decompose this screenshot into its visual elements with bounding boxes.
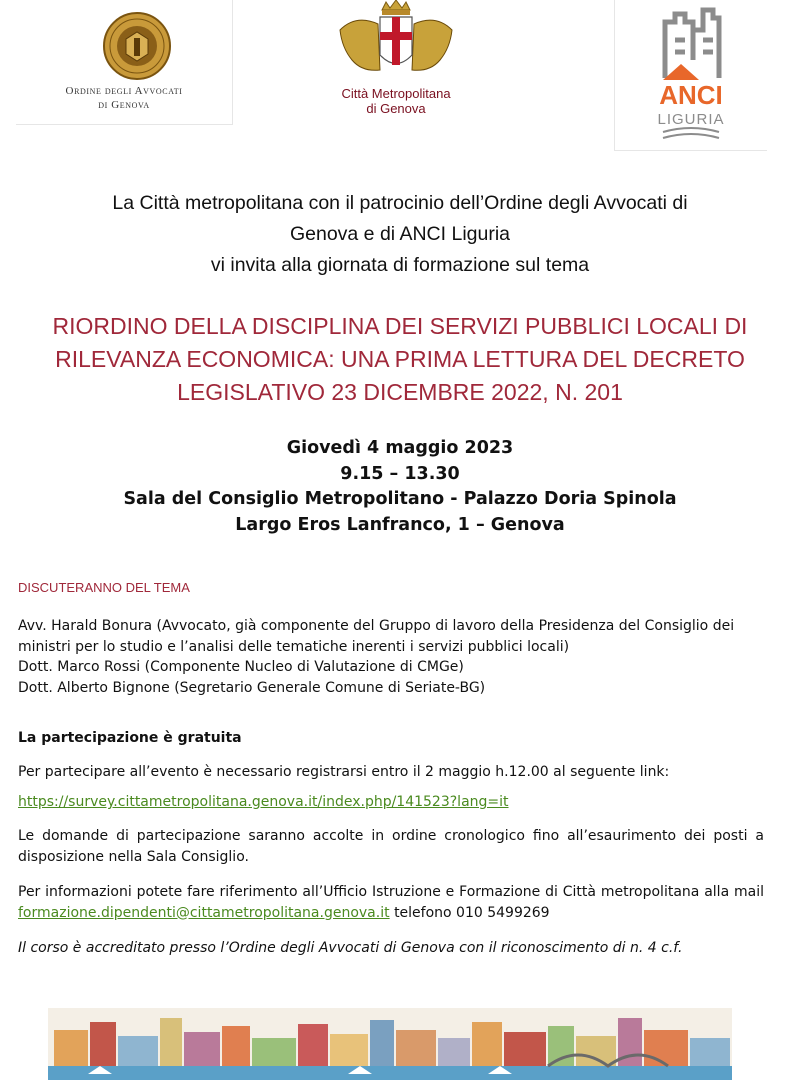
- ordine-avvocati-line1: Ordine degli Avvocati: [65, 85, 183, 97]
- contact-info-text: Per informazioni potete fare riferimento all’Ufficio Istruzione e Formazione di Città metropolitana alla mail: [18, 884, 764, 900]
- citta-metropolitana-name: [326, 86, 466, 116]
- title-line-1: RIORDINO DELLA DISCIPLINA DEI SERVIZI PUBBLICI LOCALI DI: [52, 313, 748, 339]
- event-venue: Sala del Consiglio Metropolitano - Palazzo Doria Spinola: [123, 489, 677, 509]
- title-line-3: LEGISLATIVO 23 DICEMBRE 2022, N. 201: [177, 379, 623, 405]
- accreditation-note: Il corso è accreditato presso l’Ordine degli Avvocati di Genova con il riconoscimento di n. 4 c.f.: [18, 940, 683, 956]
- event-time: 9.15 – 13.30: [340, 463, 460, 484]
- genova-skyline-banner: [48, 1008, 732, 1080]
- speakers-list: [18, 616, 764, 698]
- event-date: Giovedì 4 maggio 2023: [286, 438, 514, 458]
- applications-note: Le domande di partecipazione saranno accolte in ordine cronologico fino all’esaurimento dei posti a disposizione nella Sala Consiglio.: [18, 828, 764, 865]
- title-line-2: RILEVANZA ECONOMICA: UNA PRIMA LETTURA DEL DECRETO: [55, 346, 745, 372]
- registration-link-line: [18, 792, 764, 813]
- skyline-illustration: [48, 1008, 732, 1080]
- speaker-2: Dott. Marco Rossi (Componente Nucleo di Valutazione di CMGe): [18, 659, 464, 675]
- anci-liguria-logo: [614, 0, 767, 151]
- anci-wordmark: ANCI: [659, 80, 723, 110]
- speakers-heading: DISCUTERANNO DEL TEMA: [18, 580, 190, 595]
- invitation-intro: [0, 188, 800, 281]
- speaker-1-line-1: Avv. Harald Bonura (Avvocato, già componente del Gruppo di lavoro della Presidenza del Consiglio dei: [18, 618, 735, 634]
- ordine-avvocati-name: [16, 84, 232, 112]
- event-address: Largo Eros Lanfranco, 1 – Genova: [235, 514, 565, 535]
- intro-line-1: La Città metropolitana con il patrocinio dell’Ordine degli Avvocati di: [112, 192, 688, 214]
- coat-of-arms-icon: [326, 0, 466, 86]
- registration-instructions: Per partecipare all’evento è necessario registrarsi entro il 2 maggio h.12.00 al seguente link:: [18, 764, 670, 780]
- citta-metropolitana-logo: [326, 0, 466, 124]
- citta-metropolitana-line2: di Genova: [366, 101, 426, 116]
- contact-phone: telefono 010 5499269: [394, 904, 550, 921]
- ordine-avvocati-logo: [16, 0, 233, 125]
- event-title: [0, 310, 800, 409]
- intro-line-3: vi invita alla giornata di formazione sul tema: [210, 254, 590, 276]
- speaker-1-line-2: ministri per lo studio e l’analisi delle tematiche inerenti i servizi pubblici locali): [18, 638, 570, 655]
- contact-email-link[interactable]: formazione.dipendenti@cittametropolitana.genova.it: [18, 904, 390, 921]
- contact-info: [18, 882, 764, 923]
- intro-line-2: Genova e di ANCI Liguria: [289, 223, 511, 245]
- free-participation-note: La partecipazione è gratuita: [18, 730, 242, 746]
- citta-metropolitana-line1: Città Metropolitana: [341, 86, 451, 101]
- event-details: [0, 436, 800, 538]
- ordine-avvocati-line2: di Genova: [98, 99, 150, 111]
- liguria-wordmark: LIGURIA: [657, 111, 725, 128]
- registration-link[interactable]: https://survey.cittametropolitana.genova.it/index.php/141523?lang=it: [18, 794, 509, 810]
- seal-icon: [16, 6, 232, 86]
- speaker-3: Dott. Alberto Bignone (Segretario Generale Comune di Seriate-BG): [18, 679, 486, 696]
- anci-towers-icon: [615, 0, 767, 150]
